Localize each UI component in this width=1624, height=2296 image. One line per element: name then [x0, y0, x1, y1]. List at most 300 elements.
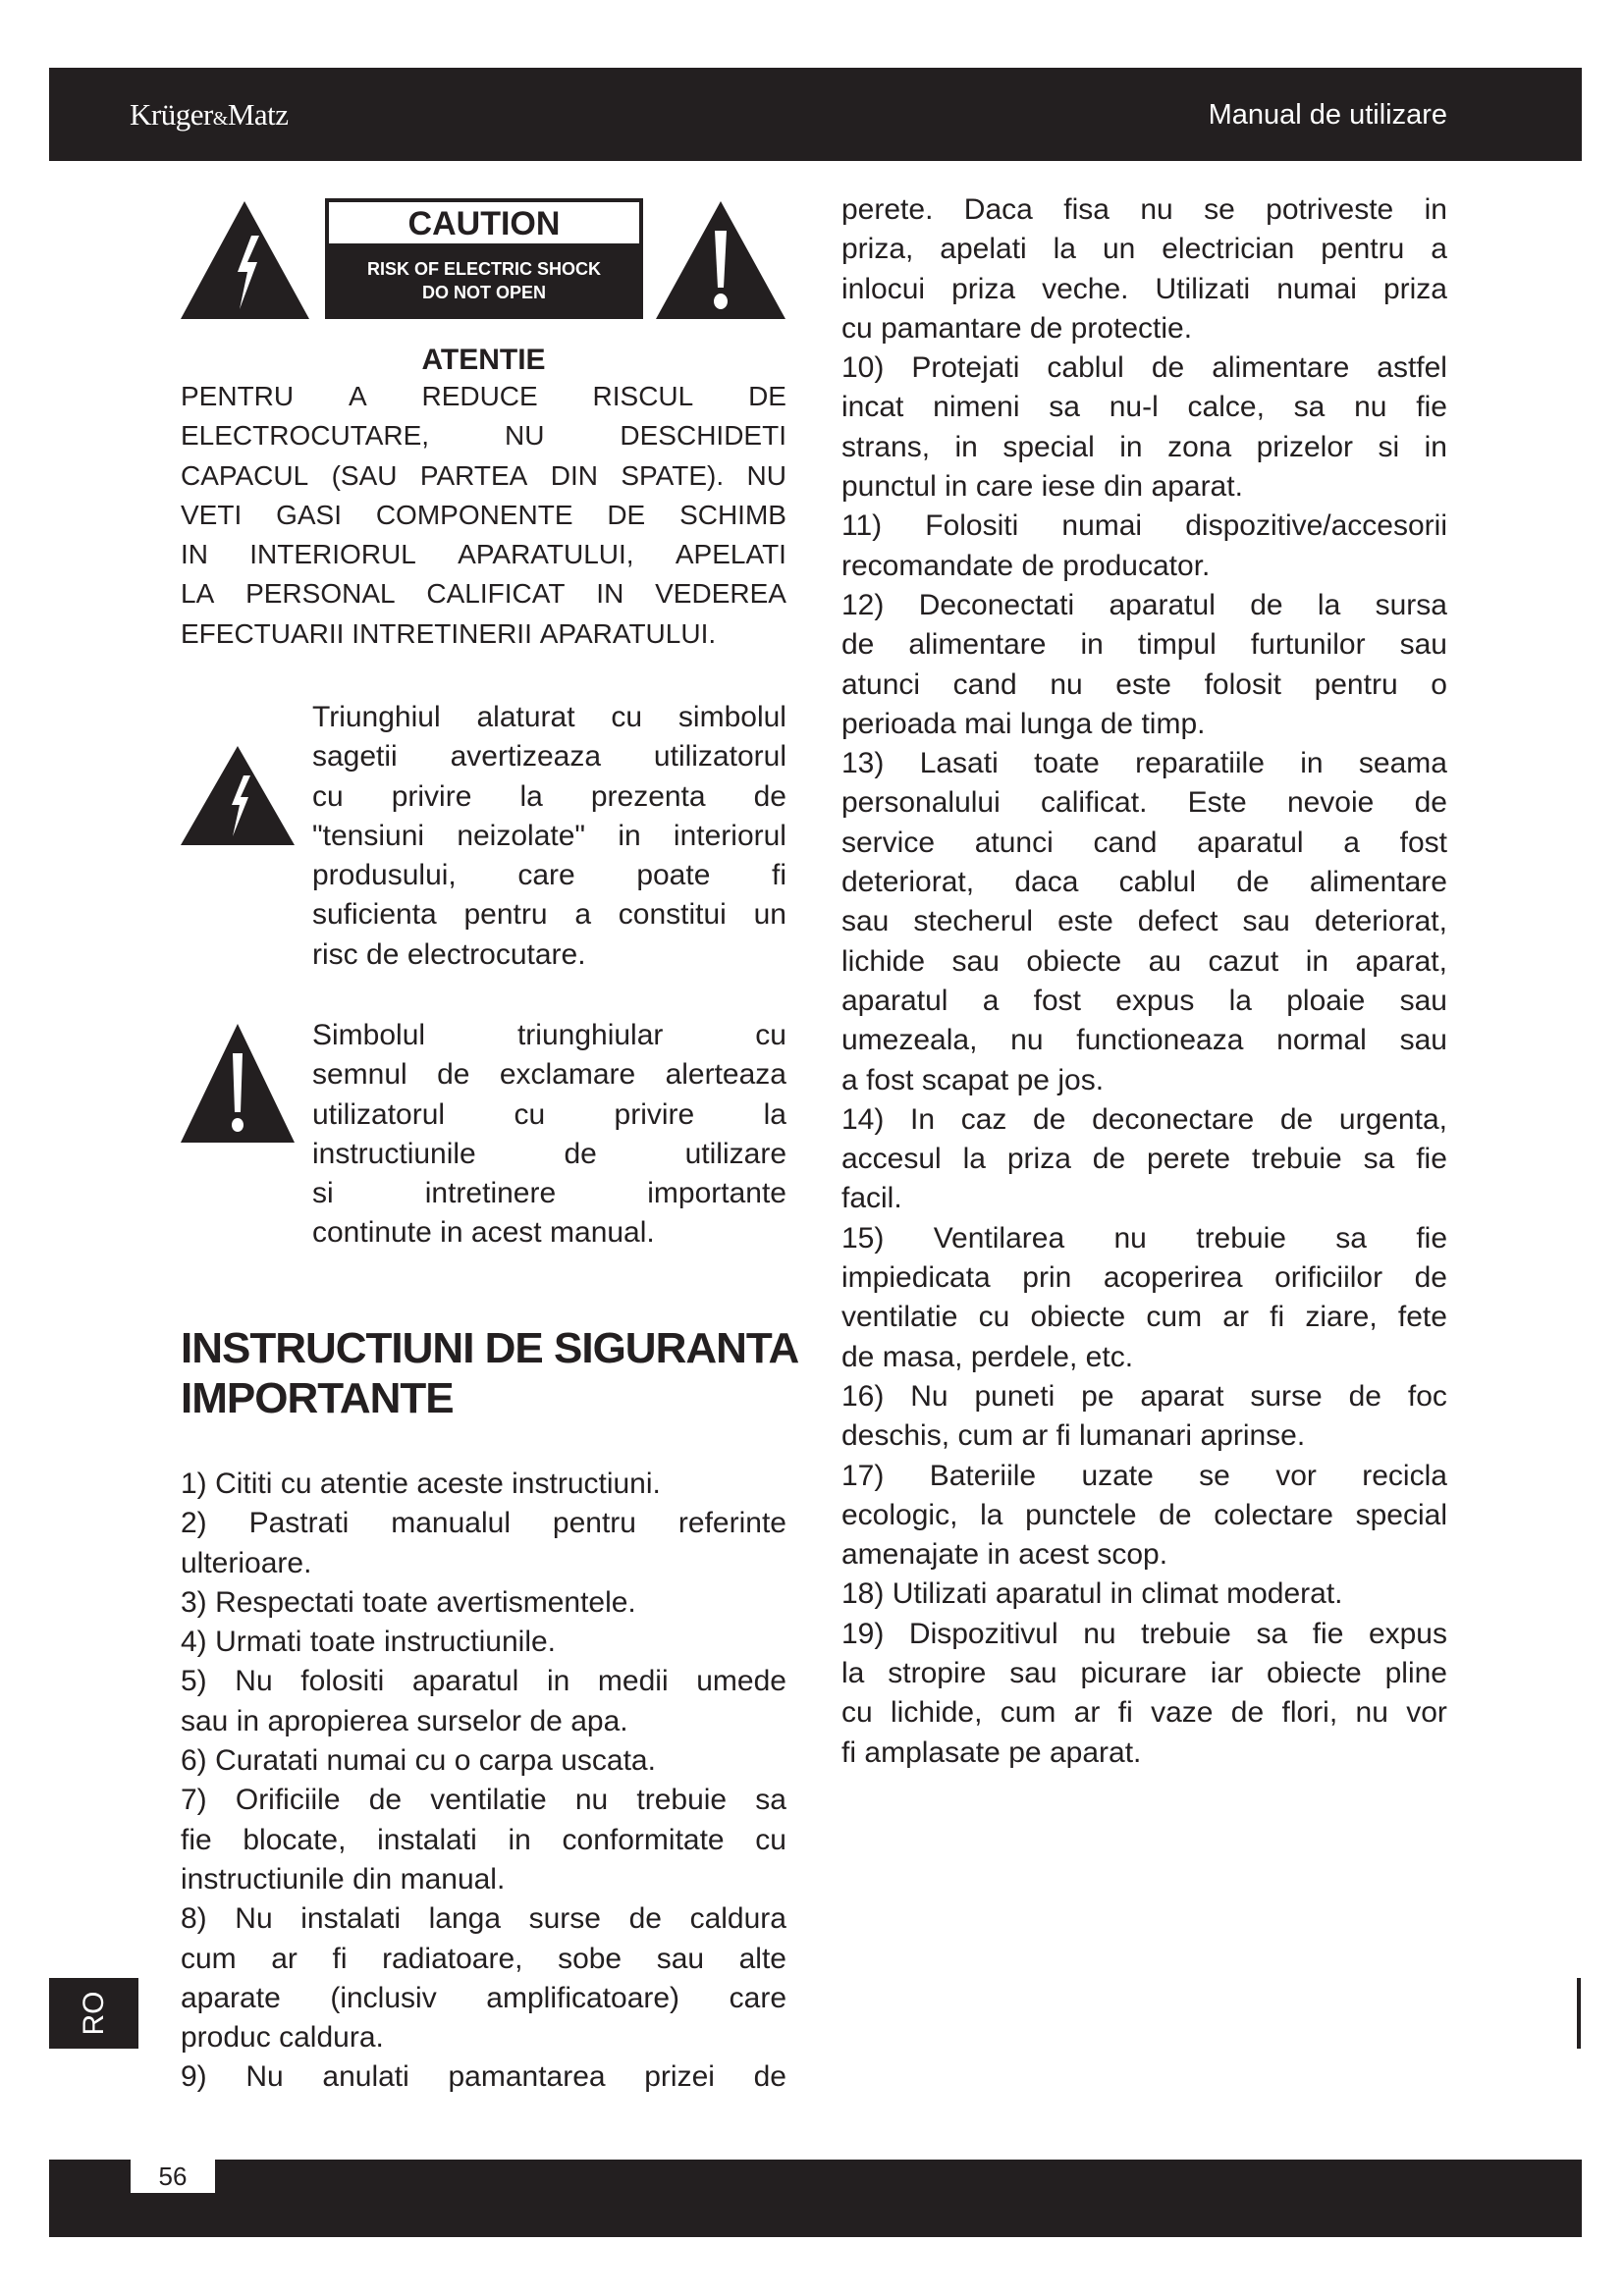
text-line [312, 1135, 786, 1174]
word: utilizatorul [653, 740, 786, 774]
word: sau [951, 944, 1000, 978]
paragraph [841, 586, 1447, 744]
word: de [368, 1784, 403, 1817]
word: 19) [841, 1617, 885, 1650]
word: cu [841, 1696, 873, 1730]
word: la [980, 1498, 1003, 1531]
word: este [1057, 905, 1113, 938]
word: de [1092, 1143, 1126, 1176]
text-line [841, 428, 1447, 467]
caution-label [325, 198, 643, 319]
text-line [312, 895, 786, 934]
word: priza [951, 272, 1016, 305]
text-line [181, 1821, 786, 1860]
word: de [1230, 1696, 1265, 1730]
word: cu [280, 1468, 312, 1500]
word: SPATE). [621, 459, 725, 491]
text-line [841, 1615, 1447, 1654]
word: Nu [235, 1902, 273, 1936]
word: urgenta, [1338, 1102, 1447, 1136]
text-line [841, 1654, 1447, 1693]
text-line [181, 1781, 786, 1820]
word: "tensiuni [312, 819, 425, 852]
word: a [982, 984, 1000, 1017]
word: in [954, 430, 978, 463]
paragraph [841, 1575, 1447, 1614]
word: In [910, 1102, 936, 1136]
text-line [841, 348, 1447, 388]
word: Cititi [215, 1468, 273, 1500]
word: de [841, 1340, 875, 1373]
word: fi [841, 1735, 856, 1769]
safety-heading [181, 1323, 809, 1423]
word: vor [1275, 1459, 1317, 1492]
word: nu [1140, 193, 1173, 226]
word: stropire [888, 1656, 987, 1689]
word: dispozitive/accesorii [1185, 509, 1447, 543]
word: uscata. [561, 1744, 656, 1778]
text-line [841, 1298, 1447, 1337]
word: la [841, 1656, 865, 1689]
word: fie [1416, 391, 1447, 424]
word: in [546, 1665, 570, 1698]
word: pentru [463, 898, 548, 932]
word: perete. [841, 193, 934, 226]
word: aparatul [1197, 826, 1304, 859]
word: numai [1061, 509, 1143, 543]
word: trebuie [636, 1784, 728, 1817]
word: de [1151, 351, 1185, 385]
word: in [945, 470, 968, 504]
word: de [1250, 588, 1283, 621]
word: fost [1033, 984, 1081, 1017]
word: Simbolul [312, 1019, 426, 1051]
word: exclamare [499, 1058, 636, 1092]
word: pentru [552, 1507, 636, 1540]
text-line [181, 574, 786, 614]
word: de [628, 1902, 662, 1936]
page-header [49, 68, 1582, 161]
word: toate [309, 1626, 376, 1659]
word: fete [1397, 1301, 1447, 1334]
word: apelati [940, 233, 1027, 266]
word: carpa [478, 1744, 553, 1778]
word: 8) [181, 1902, 207, 1936]
text-line [841, 982, 1447, 1021]
word: climat [1141, 1577, 1218, 1611]
word: fie [181, 1823, 212, 1856]
text-line [841, 666, 1447, 705]
word: aparatul [1109, 588, 1216, 621]
word: defect [1137, 905, 1218, 938]
word: impiedicata [841, 1261, 991, 1295]
word: amplasate [864, 1735, 1001, 1769]
word: IN [596, 578, 624, 610]
word: si [1378, 430, 1400, 463]
language-tab-label: RO [77, 1991, 110, 2036]
word: apa. [570, 1704, 628, 1737]
word: aparat. [1049, 1735, 1142, 1769]
word: expus [1115, 984, 1195, 1017]
word: expus [1368, 1617, 1447, 1650]
paragraph [181, 1465, 786, 1504]
word: cand [1093, 826, 1158, 859]
word: la [519, 779, 543, 813]
word: in [508, 1823, 531, 1856]
word: in [1305, 944, 1329, 978]
text-line [181, 1544, 786, 1583]
text-line [841, 1100, 1447, 1140]
word: de [564, 1137, 597, 1170]
word: calce, [1187, 391, 1265, 424]
text-line [181, 377, 786, 416]
text-line [841, 1338, 1447, 1377]
text-line [181, 1860, 786, 1899]
text-line [312, 737, 786, 776]
word: timp. [1141, 707, 1206, 740]
text-line [841, 744, 1447, 783]
page-number: 56 [131, 2160, 215, 2193]
paragraph [181, 1504, 786, 1583]
word: VEDEREA [655, 578, 786, 610]
paragraph [841, 1615, 1447, 1773]
text-line [841, 1416, 1447, 1456]
word: pe [1081, 1379, 1114, 1413]
word: de [1279, 1102, 1314, 1136]
text-line [841, 309, 1447, 348]
word: fost [1399, 826, 1447, 859]
word: COMPONENTE [375, 499, 573, 530]
word: 9) [181, 2060, 207, 2094]
word: functioneaza [1076, 1024, 1244, 1057]
paragraph [312, 698, 786, 975]
word: sau [1399, 984, 1447, 1017]
word: nu [1354, 391, 1387, 424]
word: alimentare [1309, 866, 1447, 899]
word: 4) [181, 1626, 207, 1659]
page-footer [49, 2160, 1582, 2237]
text-line [181, 1899, 786, 1939]
word: moderat. [1226, 1577, 1343, 1611]
word: in [618, 819, 641, 852]
word: 15) [841, 1221, 885, 1255]
word: care [975, 470, 1034, 504]
word: in [1080, 628, 1104, 662]
word: nu [1050, 667, 1083, 701]
text-line [312, 1095, 786, 1135]
word: deconectare [1092, 1102, 1255, 1136]
word: fi [332, 1942, 348, 1975]
word: triunghiular [516, 1019, 664, 1051]
word: surselor [416, 1704, 522, 1737]
text-line [841, 1575, 1447, 1614]
word: prizelor [1256, 430, 1353, 463]
word: din [352, 1862, 393, 1896]
word: cu [841, 311, 873, 345]
word: deschis, [841, 1419, 950, 1453]
word: sa [1293, 391, 1326, 424]
text-line [181, 456, 786, 496]
text-line [841, 783, 1447, 823]
word: manualul [391, 1507, 511, 1540]
word: instalati [377, 1823, 477, 1856]
paragraph [841, 1457, 1447, 1575]
word: caz [960, 1102, 1007, 1136]
text-line [841, 1258, 1447, 1298]
word: alimentare [1212, 351, 1350, 385]
word: ELECTROCUTARE, [181, 420, 430, 452]
word: langa [428, 1902, 501, 1936]
word: DE [748, 381, 786, 411]
word: fie [1416, 1143, 1447, 1176]
word: blocate, [243, 1823, 347, 1856]
word: numai [1276, 272, 1357, 305]
text-line [312, 817, 786, 856]
word: 13) [841, 747, 885, 780]
word: medii [597, 1665, 669, 1698]
word: utilizare [684, 1137, 786, 1170]
word: cu [755, 1019, 786, 1051]
word: Nu [235, 1665, 273, 1698]
word: normal [1276, 1024, 1367, 1057]
word: sa [1049, 391, 1080, 424]
word: perdele, [970, 1340, 1078, 1373]
word: flori, [1281, 1696, 1338, 1730]
word: de [437, 1058, 470, 1092]
word: toate [362, 1585, 428, 1619]
word: NU [746, 459, 786, 491]
word: ploaie [1286, 984, 1366, 1017]
word: CAPACUL [181, 459, 309, 491]
word: de [1414, 786, 1447, 820]
exclamation-note [312, 1016, 786, 1254]
text-line [181, 1702, 786, 1741]
word: importante [647, 1177, 786, 1210]
paragraph [312, 1016, 786, 1254]
text-line [312, 1213, 786, 1253]
word: fi [1270, 1301, 1285, 1334]
word: electrocutare. [406, 937, 586, 971]
word: PARTEA [419, 459, 528, 491]
text-line [841, 1734, 1447, 1773]
word: uzate [1081, 1459, 1154, 1492]
word: ulterioare. [181, 1546, 312, 1579]
atentie-heading: ATENTIE [421, 344, 546, 376]
word: produc [181, 2021, 271, 2055]
paragraph [841, 1377, 1447, 1457]
word: INTERIORUL [249, 539, 416, 570]
word: folosit [1204, 667, 1281, 701]
word: alimentare [908, 628, 1047, 662]
text-line [841, 1179, 1447, 1218]
word: privire [391, 779, 472, 813]
word: de [753, 779, 786, 813]
word: manual. [400, 1862, 506, 1896]
paragraph [841, 348, 1447, 507]
word: ecologic, [841, 1498, 958, 1531]
word: 14) [841, 1102, 885, 1136]
word: A [348, 381, 367, 411]
text-line [181, 1504, 786, 1543]
word: nu [1113, 1221, 1147, 1255]
word: in [440, 1216, 463, 1250]
word: a [1431, 233, 1447, 266]
lightning-note [312, 698, 786, 975]
word: ar [1222, 1301, 1249, 1334]
word: recicla [1362, 1459, 1447, 1492]
word: perioada [841, 707, 956, 740]
word: prizei [644, 2060, 715, 2094]
word: alerteaza [665, 1058, 786, 1092]
brand-logo [130, 97, 289, 133]
word: colectare [1214, 1498, 1333, 1531]
word: instructiunile [181, 1862, 345, 1896]
word: avertismentele. [436, 1585, 636, 1619]
word: pline [1384, 1656, 1447, 1689]
word: 7) [181, 1784, 207, 1817]
word: intretinere [424, 1177, 557, 1210]
word: atunci [974, 826, 1054, 859]
word: furtunilor [1250, 628, 1366, 662]
text-line [181, 535, 786, 574]
word: obiecte [1030, 1301, 1126, 1334]
word: sau [1009, 1656, 1057, 1689]
word: acoperirea [1103, 1261, 1243, 1295]
word: perete [1147, 1143, 1231, 1176]
word: inlocui [841, 272, 926, 305]
word: de [1033, 1102, 1066, 1136]
word: VETI [181, 499, 243, 530]
text-line [181, 1662, 786, 1701]
text-line [841, 547, 1447, 586]
word: toate [1034, 747, 1100, 780]
text-line [181, 1623, 786, 1662]
word: 5) [181, 1665, 207, 1698]
word: protectie. [1070, 311, 1193, 345]
word: sa [1363, 1143, 1395, 1176]
safety-list-left [181, 1465, 786, 2098]
paragraph [841, 1100, 1447, 1219]
word: surse [1250, 1379, 1323, 1413]
word: sau [1399, 1024, 1447, 1057]
word: de [1348, 1379, 1381, 1413]
heading-line-2: IMPORTANTE [181, 1374, 454, 1422]
paragraph [841, 744, 1447, 1100]
word: DESCHIDETI [620, 420, 786, 452]
word: pe [1008, 1735, 1042, 1769]
word: produsului, [312, 859, 457, 892]
word: interiorul [673, 819, 786, 852]
word: nimeni [933, 391, 1020, 424]
word: sau [841, 905, 890, 938]
word: cu [414, 1744, 447, 1778]
word: 17) [841, 1459, 885, 1492]
paragraph [841, 190, 1447, 348]
word: in [1424, 193, 1447, 226]
word: cu [611, 701, 643, 733]
word: ventilatie [430, 1784, 547, 1817]
word: acest [1018, 1538, 1089, 1572]
word: alte [738, 1942, 786, 1975]
text-line [312, 1174, 786, 1213]
word: aparate [181, 1981, 281, 2014]
word: la [962, 1143, 986, 1176]
word: caldura. [279, 2021, 384, 2055]
word: punctul [841, 470, 937, 504]
word: stecherul [913, 905, 1034, 938]
text-line [841, 270, 1447, 309]
text-line [841, 1219, 1447, 1258]
word: pentru [1321, 233, 1405, 266]
word: jos. [1057, 1063, 1105, 1096]
text-line [312, 935, 786, 975]
word: care [729, 1981, 786, 2014]
word: aparat [1140, 1379, 1224, 1413]
word: un [753, 898, 786, 932]
word: sa [1335, 1221, 1367, 1255]
word: neizolate" [457, 819, 586, 852]
word: aparatul [411, 1665, 519, 1698]
word: masa, [882, 1340, 963, 1373]
word: APARATULUI. [539, 617, 717, 649]
word: cum [181, 1942, 237, 1975]
word: constitui [618, 898, 727, 932]
word: foc [1407, 1379, 1447, 1413]
text-line [841, 1496, 1447, 1535]
paragraph [181, 1662, 786, 1741]
text-line [841, 467, 1447, 507]
word: si [312, 1177, 334, 1210]
word: Deconectati [918, 588, 1075, 621]
word: veche. [1042, 272, 1129, 305]
text-line [841, 190, 1447, 230]
word: apropierea [267, 1704, 408, 1737]
word: deteriorat, [1314, 905, 1447, 938]
brand-text-end: Matz [227, 97, 289, 132]
word: nu [574, 1784, 609, 1817]
word: sursa [1375, 588, 1447, 621]
word: amplificatoare) [486, 1981, 680, 2014]
word: ventilatie [841, 1301, 958, 1334]
word: SCHIMB [679, 499, 786, 530]
word: ar [1021, 1419, 1049, 1453]
word: 18) [841, 1577, 885, 1611]
word: poate [636, 859, 711, 892]
word: in [987, 1538, 1010, 1572]
word: simbolul [677, 701, 786, 733]
word: obiecte [1026, 944, 1122, 978]
word: Dispozitivul [908, 1617, 1058, 1650]
word: Nu [910, 1379, 948, 1413]
text-line [841, 1061, 1447, 1100]
word: Utilizati [892, 1577, 988, 1611]
word: conformitate [562, 1823, 725, 1856]
word: picurare [1080, 1656, 1187, 1689]
word: APARATULUI, [458, 539, 634, 570]
word: lumanari [1079, 1419, 1193, 1453]
word: facil. [841, 1182, 902, 1215]
caution-line-2: DO NOT OPEN [421, 283, 546, 302]
text-line [841, 507, 1447, 546]
word: (inclusiv [330, 1981, 437, 2014]
word: in [236, 1704, 260, 1737]
text-line [841, 1457, 1447, 1496]
word: incat [841, 391, 904, 424]
word: la [1053, 233, 1076, 266]
word: obiecte [1266, 1656, 1362, 1689]
word: PERSONAL [245, 578, 396, 610]
word: o [454, 1744, 471, 1778]
